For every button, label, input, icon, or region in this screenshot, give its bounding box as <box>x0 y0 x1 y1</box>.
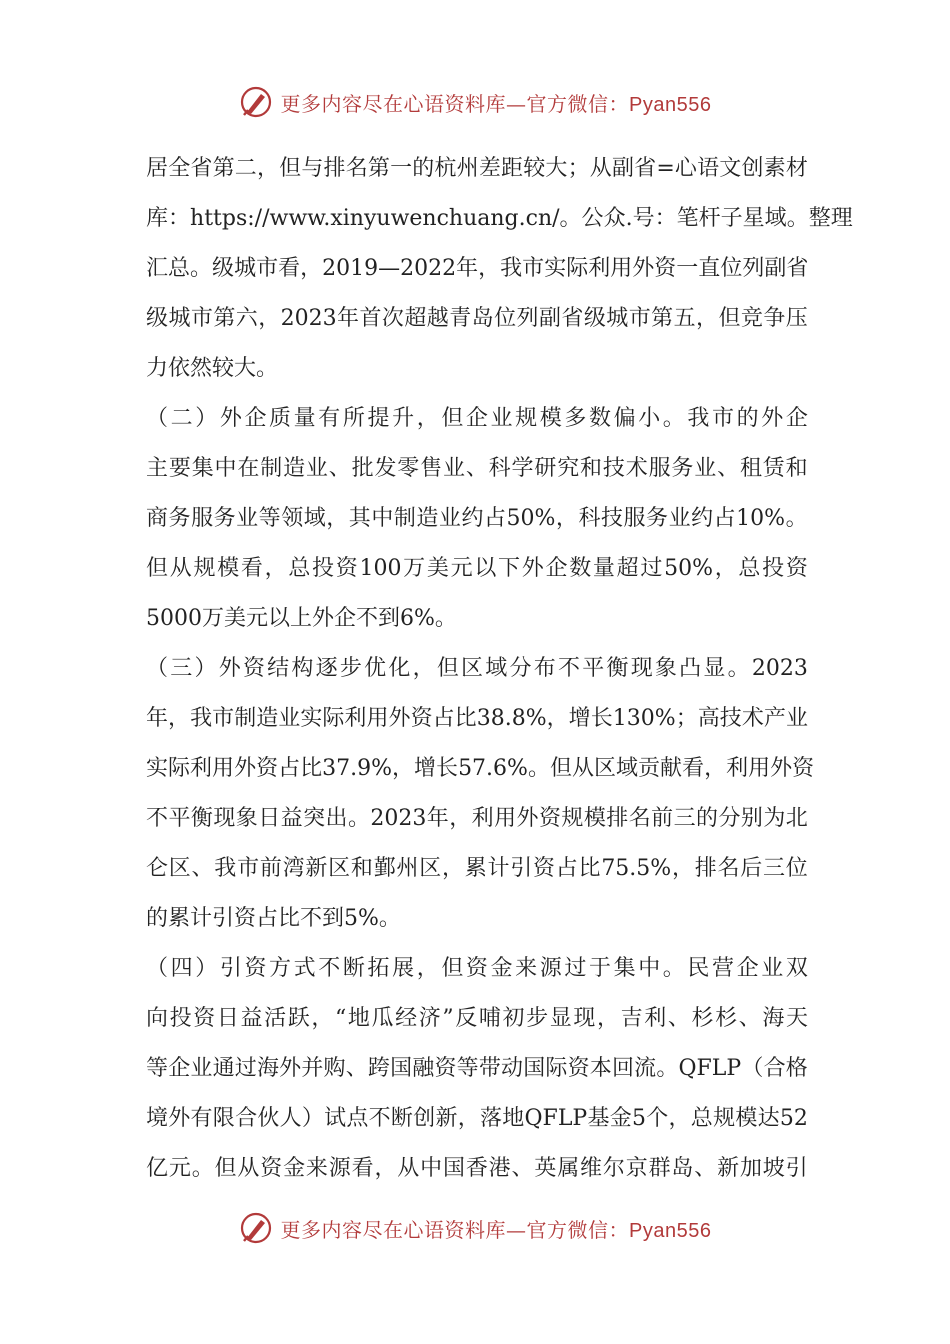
text-line: 但 从 规 模 看 ， 总 投 资 100 万 美 元 以 下 外 企 数 量 超 过 50% ， 总 投 资 <box>146 556 808 581</box>
text-line: 级 城 市 第 六 ， 2023 年 首 次 超 越 青 岛 位 列 副 省 级 城 市 第 五 ， 但 竞 争 压 <box>146 306 808 331</box>
text-line: 实 际 利 用 外 资 占 比 37.9% ， 增 长 57.6% 。 但 从 区 域 贡 献 看 ， 利 用 外 资 <box>146 756 815 781</box>
text-line: 主 要 集 中 在 制 造 业 、 批 发 零 售 业 、 科 学 研 究 和 技 术 服 务 业 、 租 赁 和 <box>146 456 808 481</box>
header-account: Pyan556 <box>629 93 712 116</box>
text-line: 库 ： https://www.xinyuwenchuang.cn/ 。 公 众 . 号 ： 笔 杆 子 星 域 。 整 理 <box>146 206 853 231</box>
paragraph <box>146 144 853 394</box>
header-text <box>281 88 712 117</box>
header-banner <box>0 82 950 122</box>
text-line: 年 ， 我 市 制 造 业 实 际 利 用 外 资 占 比 38.8% ， 增 长 130% ； 高 技 术 产 业 <box>146 706 808 731</box>
text-line: 5000万美元以上外企不到6%。 <box>146 606 457 631</box>
paragraph <box>146 944 808 1194</box>
footer-slogan: 更多内容尽在心语资料库—官方微信： <box>280 1217 630 1242</box>
header-slogan: 更多内容尽在心语资料库—官方微信： <box>280 91 630 116</box>
text-line: 仑 区 、 我 市 前 湾 新 区 和 鄞 州 区 ， 累 计 引 资 占 比 75.5% ， 排 名 后 三 位 <box>146 856 808 881</box>
text-line: （ 三 ） 外 资 结 构 逐 步 优 化 ， 但 区 域 分 布 不 平 衡 现 象 凸 显 。 2023 <box>146 656 808 681</box>
document-body <box>146 144 853 1194</box>
text-line: 力依然较大。 <box>146 356 279 381</box>
footer-account: Pyan556 <box>629 1219 712 1242</box>
text-line: （ 二 ） 外 企 质 量 有 所 提 升 ， 但 企 业 规 模 多 数 偏 小 。 我 市 的 外 企 <box>146 406 808 431</box>
pen-nib-icon <box>239 85 273 119</box>
text-line: 亿 元 。 但 从 资 金 来 源 看 ， 从 中 国 香 港 、 英 属 维 尔 京 群 岛 、 新 加 坡 引 <box>146 1156 808 1181</box>
text-line: （ 四 ） 引 资 方 式 不 断 拓 展 ， 但 资 金 来 源 过 于 集 中 。 民 营 企 业 双 <box>146 956 808 981</box>
paragraph <box>146 394 808 644</box>
text-line: 的累计引资占比不到5%。 <box>146 906 401 931</box>
text-line: 向 投 资 日 益 活 跃 ， “ 地 瓜 经 济 ” 反 哺 初 步 显 现 ， 吉 利 、 杉 杉 、 海 天 <box>146 1006 808 1031</box>
text-line: 等 企 业 通 过 海 外 并 购 、 跨 国 融 资 等 带 动 国 际 资 本 回 流 。 QFLP （ 合 格 <box>146 1056 808 1081</box>
text-line: 不 平 衡 现 象 日 益 突 出 。 2023 年 ， 利 用 外 资 规 模 排 名 前 三 的 分 别 为 北 <box>146 806 808 831</box>
text-line: 商 务 服 务 业 等 领 域 ， 其 中 制 造 业 约 占 50% ， 科 技 服 务 业 约 占 10% 。 <box>146 506 808 531</box>
text-line: 汇 总 。 级 城 市 看 ， 2019 — 2022 年 ， 我 市 实 际 利 用 外 资 一 直 位 列 副 省 <box>146 256 809 281</box>
pen-nib-icon <box>239 1211 273 1245</box>
paragraph <box>146 644 815 944</box>
text-line: 居 全 省 第 二 ， 但 与 排 名 第 一 的 杭 州 差 距 较 大 ； 从 副 省 = 心 语 文 创 素 材 <box>146 156 808 181</box>
text-line: 境 外 有 限 合 伙 人 ） 试 点 不 断 创 新 ， 落 地 QFLP 基 金 5 个 ， 总 规 模 达 52 <box>146 1106 808 1131</box>
footer-banner <box>0 1208 950 1248</box>
footer-text <box>281 1214 712 1243</box>
